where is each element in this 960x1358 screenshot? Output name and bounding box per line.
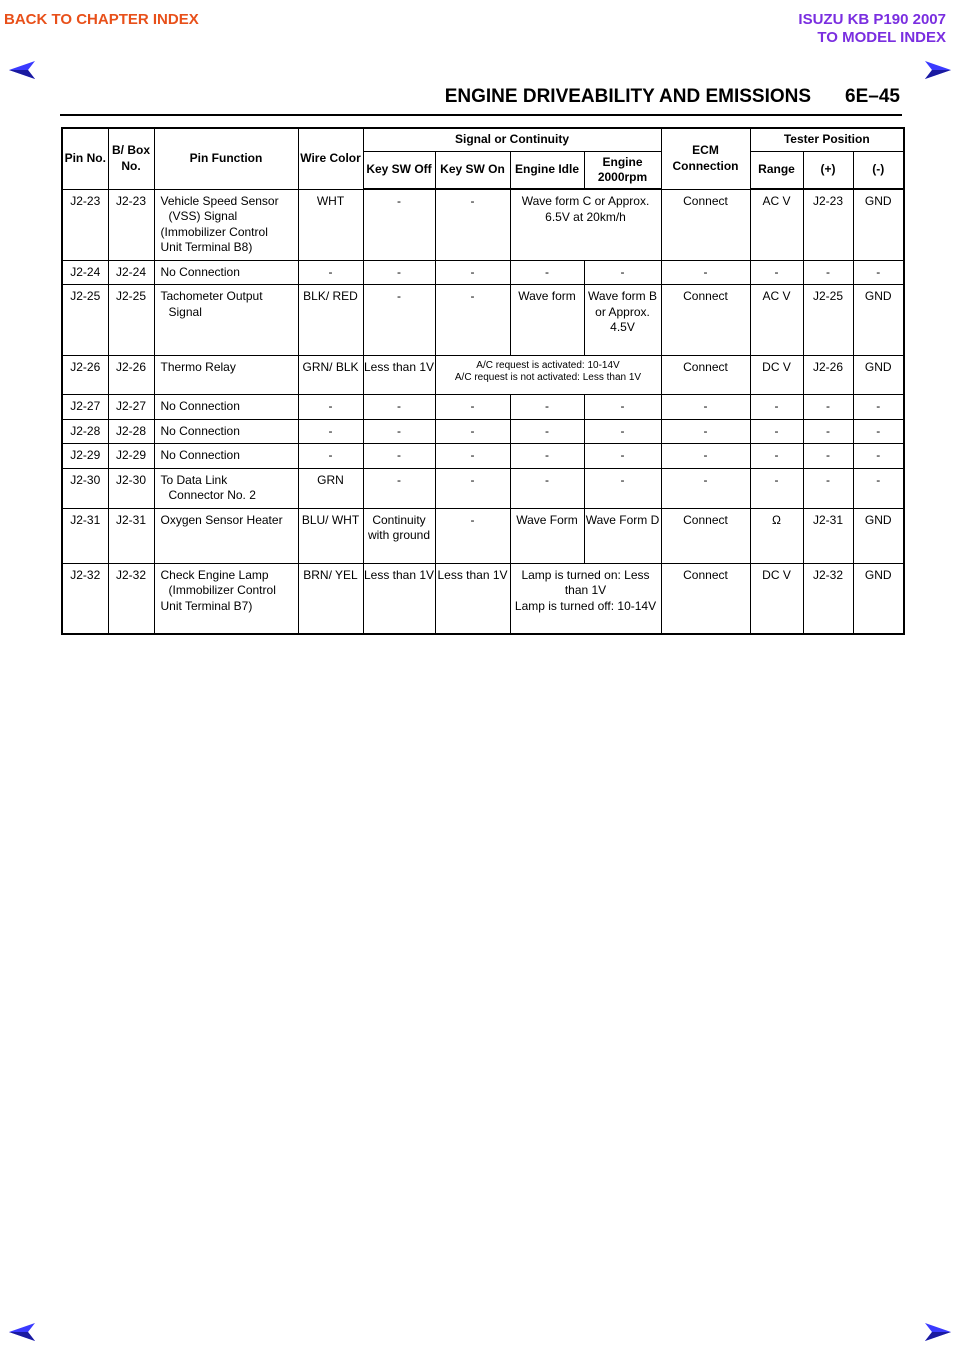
range-cell: - <box>750 260 803 285</box>
wire-cell: - <box>298 260 363 285</box>
function-cell <box>154 468 298 508</box>
key-on-cell: - <box>435 468 510 508</box>
minus-cell: GND <box>853 189 904 260</box>
idle-cell: Wave form <box>510 285 584 356</box>
function-cell: Thermo Relay <box>154 356 298 395</box>
idle-cell: - <box>510 419 584 444</box>
header-engine-2000rpm: Engine 2000rpm <box>584 152 661 190</box>
header-plus: (+) <box>803 152 853 190</box>
pin-cell: J2-29 <box>62 444 108 469</box>
function-cell: Oxygen Sensor Heater <box>154 508 298 563</box>
header-signal-group: Signal or Continuity <box>363 128 661 152</box>
page-header <box>60 86 900 108</box>
plus-cell: - <box>803 468 853 508</box>
function-cell: No Connection <box>154 444 298 469</box>
function-line: Connector No. 2 <box>168 488 256 502</box>
plus-cell: J2-25 <box>803 285 853 356</box>
range-cell: - <box>750 468 803 508</box>
key-off-cell: - <box>363 189 435 260</box>
header-engine-idle: Engine Idle <box>510 152 584 190</box>
engine-merged-cell <box>510 563 661 634</box>
header-tester-group: Tester Position <box>750 128 904 152</box>
back-to-chapter-index-link[interactable]: BACK TO CHAPTER INDEX <box>4 11 199 28</box>
range-cell: AC V <box>750 189 803 260</box>
left-arrow-icon[interactable] <box>8 60 36 80</box>
pin-cell: J2-25 <box>62 285 108 356</box>
key-off-cell: - <box>363 444 435 469</box>
function-line: Tachometer Output <box>160 289 263 303</box>
header-range: Range <box>750 152 803 190</box>
right-arrow-icon[interactable] <box>924 60 952 80</box>
wire-cell: GRN <box>298 468 363 508</box>
rpm2000-cell: - <box>584 260 661 285</box>
ecm-cell: - <box>661 260 750 285</box>
signal-note: Lamp is turned off: 10-14V <box>514 598 657 613</box>
range-cell: - <box>750 419 803 444</box>
pin-cell: J2-26 <box>62 356 108 395</box>
pin-cell: J2-24 <box>62 260 108 285</box>
range-cell: - <box>750 395 803 420</box>
rpm2000-cell: Wave form B or Approx. 4.5V <box>584 285 661 356</box>
header-pin-no: Pin No. <box>62 128 108 189</box>
box-cell: J2-26 <box>108 356 154 395</box>
range-cell: AC V <box>750 285 803 356</box>
function-line: Unit Terminal B7) <box>160 598 253 613</box>
wire-cell: - <box>298 444 363 469</box>
function-line: (VSS) Signal <box>168 209 238 223</box>
plus-cell: J2-32 <box>803 563 853 634</box>
table-row <box>62 395 904 420</box>
rpm2000-cell: - <box>584 419 661 444</box>
key-off-cell: Less than 1V <box>363 563 435 634</box>
table-row <box>62 444 904 469</box>
header-key-sw-on: Key SW On <box>435 152 510 190</box>
plus-cell: - <box>803 395 853 420</box>
table-row <box>62 189 904 260</box>
signal-note: Lamp is turned on: Less than 1V <box>521 567 650 597</box>
box-cell: J2-30 <box>108 468 154 508</box>
rpm2000-cell: - <box>584 468 661 508</box>
ecm-cell: Connect <box>661 563 750 634</box>
idle-cell: - <box>510 395 584 420</box>
key-on-cell: - <box>435 419 510 444</box>
range-cell: - <box>750 444 803 469</box>
ecm-cell: Connect <box>661 356 750 395</box>
table-row <box>62 356 904 395</box>
wire-cell: - <box>298 395 363 420</box>
box-cell: J2-28 <box>108 419 154 444</box>
function-cell <box>154 563 298 634</box>
brand-header <box>798 11 946 47</box>
section-title: ENGINE DRIVEABILITY AND EMISSIONS <box>444 86 812 107</box>
ecm-cell: - <box>661 419 750 444</box>
key-off-cell: - <box>363 395 435 420</box>
table-row <box>62 508 904 563</box>
pin-cell: J2-32 <box>62 563 108 634</box>
minus-cell: - <box>853 419 904 444</box>
pin-table <box>61 127 905 635</box>
key-off-cell: - <box>363 419 435 444</box>
range-cell: DC V <box>750 563 803 634</box>
idle-cell: - <box>510 444 584 469</box>
wire-cell: BRN/ YEL <box>298 563 363 634</box>
wire-cell: BLU/ WHT <box>298 508 363 563</box>
function-line: Check Engine Lamp <box>160 567 269 582</box>
key-on-cell: - <box>435 508 510 563</box>
key-on-cell: - <box>435 444 510 469</box>
function-line: Unit Terminal B8) <box>160 240 253 254</box>
idle-cell: Wave Form <box>510 508 584 563</box>
box-cell: J2-32 <box>108 563 154 634</box>
header-minus: (-) <box>853 152 904 190</box>
plus-cell: - <box>803 419 853 444</box>
key-off-cell: Continuity with ground <box>363 508 435 563</box>
rpm2000-cell: - <box>584 444 661 469</box>
minus-cell: - <box>853 444 904 469</box>
box-cell: J2-25 <box>108 285 154 356</box>
wire-cell: GRN/ BLK <box>298 356 363 395</box>
key-on-cell: - <box>435 285 510 356</box>
minus-cell: - <box>853 468 904 508</box>
plus-cell: J2-26 <box>803 356 853 395</box>
rpm2000-cell: - <box>584 395 661 420</box>
idle-cell: - <box>510 468 584 508</box>
header-box-no: B/ Box No. <box>108 128 154 189</box>
right-arrow-icon[interactable] <box>924 1322 952 1342</box>
minus-cell: - <box>853 260 904 285</box>
key-off-cell: - <box>363 468 435 508</box>
signal-merged-cell <box>435 356 661 395</box>
ecm-cell: Connect <box>661 189 750 260</box>
engine-merged-cell: Wave form C or Approx. 6.5V at 20km/h <box>510 189 661 260</box>
box-cell: J2-29 <box>108 444 154 469</box>
minus-cell: GND <box>853 563 904 634</box>
plus-cell: J2-23 <box>803 189 853 260</box>
header-pin-function: Pin Function <box>154 128 298 189</box>
pin-cell: J2-30 <box>62 468 108 508</box>
function-line: Vehicle Speed Sensor <box>160 193 279 208</box>
header-key-sw-off: Key SW Off <box>363 152 435 190</box>
function-cell: No Connection <box>154 395 298 420</box>
pin-cell: J2-31 <box>62 508 108 563</box>
header-ecm-connection: ECM Connection <box>661 128 750 189</box>
function-line: (Immobilizer Control <box>160 224 268 239</box>
minus-cell: GND <box>853 356 904 395</box>
key-on-cell: - <box>435 395 510 420</box>
header-divider <box>60 114 902 116</box>
plus-cell: - <box>803 260 853 285</box>
function-cell <box>154 285 298 356</box>
ecm-cell: Connect <box>661 285 750 356</box>
signal-note: A/C request is activated: 10-14V <box>476 360 620 371</box>
ecm-cell: - <box>661 468 750 508</box>
minus-cell: - <box>853 395 904 420</box>
key-on-cell: - <box>435 189 510 260</box>
key-off-cell: - <box>363 285 435 356</box>
table-row <box>62 260 904 285</box>
table-row <box>62 285 904 356</box>
ecm-cell: - <box>661 395 750 420</box>
key-off-cell: - <box>363 260 435 285</box>
model-title: ISUZU KB P190 2007 <box>798 11 946 28</box>
wire-cell: - <box>298 419 363 444</box>
function-cell: No Connection <box>154 419 298 444</box>
function-line: (Immobilizer Control <box>168 583 276 597</box>
box-cell: J2-27 <box>108 395 154 420</box>
key-on-cell: Less than 1V <box>435 563 510 634</box>
left-arrow-icon[interactable] <box>8 1322 36 1342</box>
page-number: 6E–45 <box>845 86 900 107</box>
to-model-index-link[interactable]: TO MODEL INDEX <box>817 29 946 46</box>
function-line: To Data Link <box>160 472 228 487</box>
box-cell: J2-31 <box>108 508 154 563</box>
table-row <box>62 419 904 444</box>
function-cell: No Connection <box>154 260 298 285</box>
signal-note: A/C request is not activated: Less than 1V <box>454 372 642 383</box>
minus-cell: GND <box>853 508 904 563</box>
pin-cell: J2-28 <box>62 419 108 444</box>
idle-cell: - <box>510 260 584 285</box>
box-cell: J2-24 <box>108 260 154 285</box>
ecm-cell: - <box>661 444 750 469</box>
wire-cell: WHT <box>298 189 363 260</box>
range-cell: Ω <box>750 508 803 563</box>
plus-cell: - <box>803 444 853 469</box>
range-cell: DC V <box>750 356 803 395</box>
table-row <box>62 468 904 508</box>
rpm2000-cell: Wave Form D <box>584 508 661 563</box>
header-wire-color: Wire Color <box>298 128 363 189</box>
table-row <box>62 563 904 634</box>
pin-cell: J2-23 <box>62 189 108 260</box>
box-cell: J2-23 <box>108 189 154 260</box>
minus-cell: GND <box>853 285 904 356</box>
key-off-cell: Less than 1V <box>363 356 435 395</box>
wire-cell: BLK/ RED <box>298 285 363 356</box>
function-cell <box>154 189 298 260</box>
plus-cell: J2-31 <box>803 508 853 563</box>
pin-cell: J2-27 <box>62 395 108 420</box>
ecm-cell: Connect <box>661 508 750 563</box>
function-line: Signal <box>168 304 202 319</box>
key-on-cell: - <box>435 260 510 285</box>
